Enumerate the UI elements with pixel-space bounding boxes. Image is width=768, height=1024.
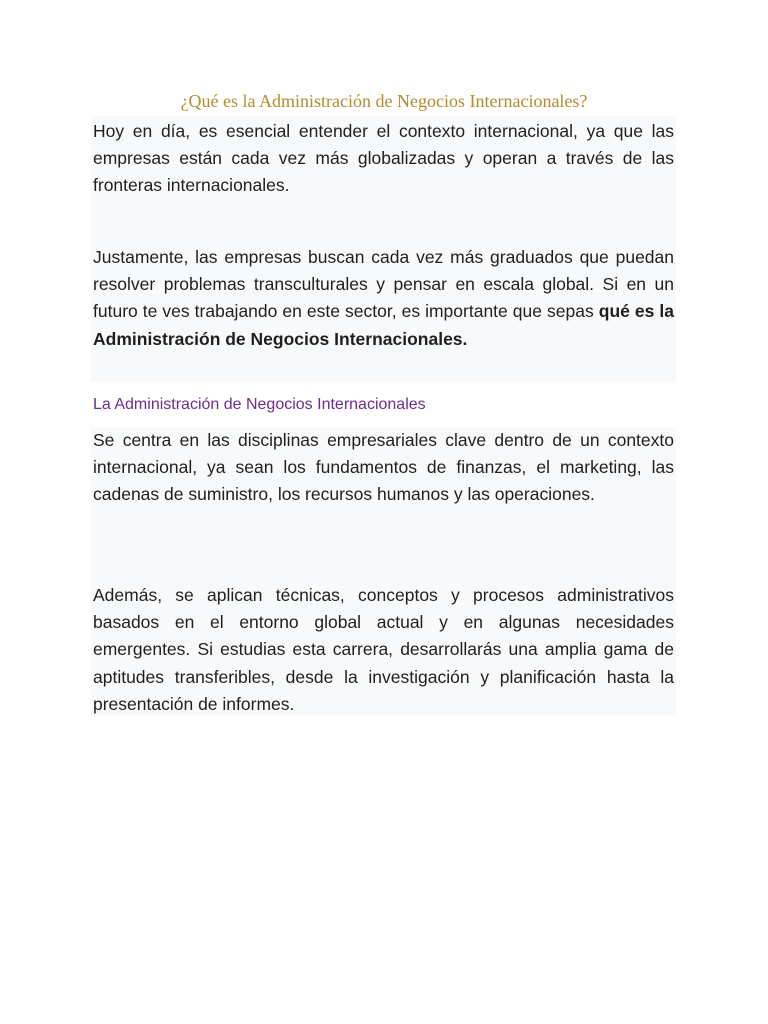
- paragraph-block-1: [91, 116, 676, 229]
- paragraph-graduates: [93, 244, 674, 353]
- paragraph-block-2: [91, 229, 676, 382]
- paragraph-intro: Hoy en día, es esencial entender el contexto internacional, ya que las empresas están cada vez más globalizadas y operan a través de las fronteras internacionales.: [93, 121, 674, 196]
- paragraph-block-4: [91, 553, 676, 715]
- section-subheading: La Administración de Negocios Internacionales: [93, 396, 426, 413]
- paragraph-block-3: [91, 427, 676, 553]
- page-title: ¿Qué es la Administración de Negocios Internacionales?: [180, 91, 588, 111]
- paragraph-graduates-bold: qué es la Administración de Negocios Internacionales.: [93, 301, 674, 349]
- paragraph-disciplines: Se centra en las disciplinas empresariales clave dentro de un contexto internacional, ya sean los fundamentos de finanzas, el marketing, las cadenas de suministro, los recursos humanos y las operaciones.: [93, 430, 674, 505]
- paragraph-graduates-text: Justamente, las empresas buscan cada vez más graduados que puedan resolver problemas transculturales y pensar en escala global. Si en un futuro te ves trabajando en este sector, es importante que sepas: [93, 247, 674, 322]
- paragraph-techniques: Además, se aplican técnicas, conceptos y procesos administrativos basados en el entorno global actual y en algunas necesidades emergentes. Si estudias esta carrera, desarrollarás una amplia gama de aptitudes transferibles, desde la investigación y planificación hasta la presentación de informes.: [93, 585, 674, 714]
